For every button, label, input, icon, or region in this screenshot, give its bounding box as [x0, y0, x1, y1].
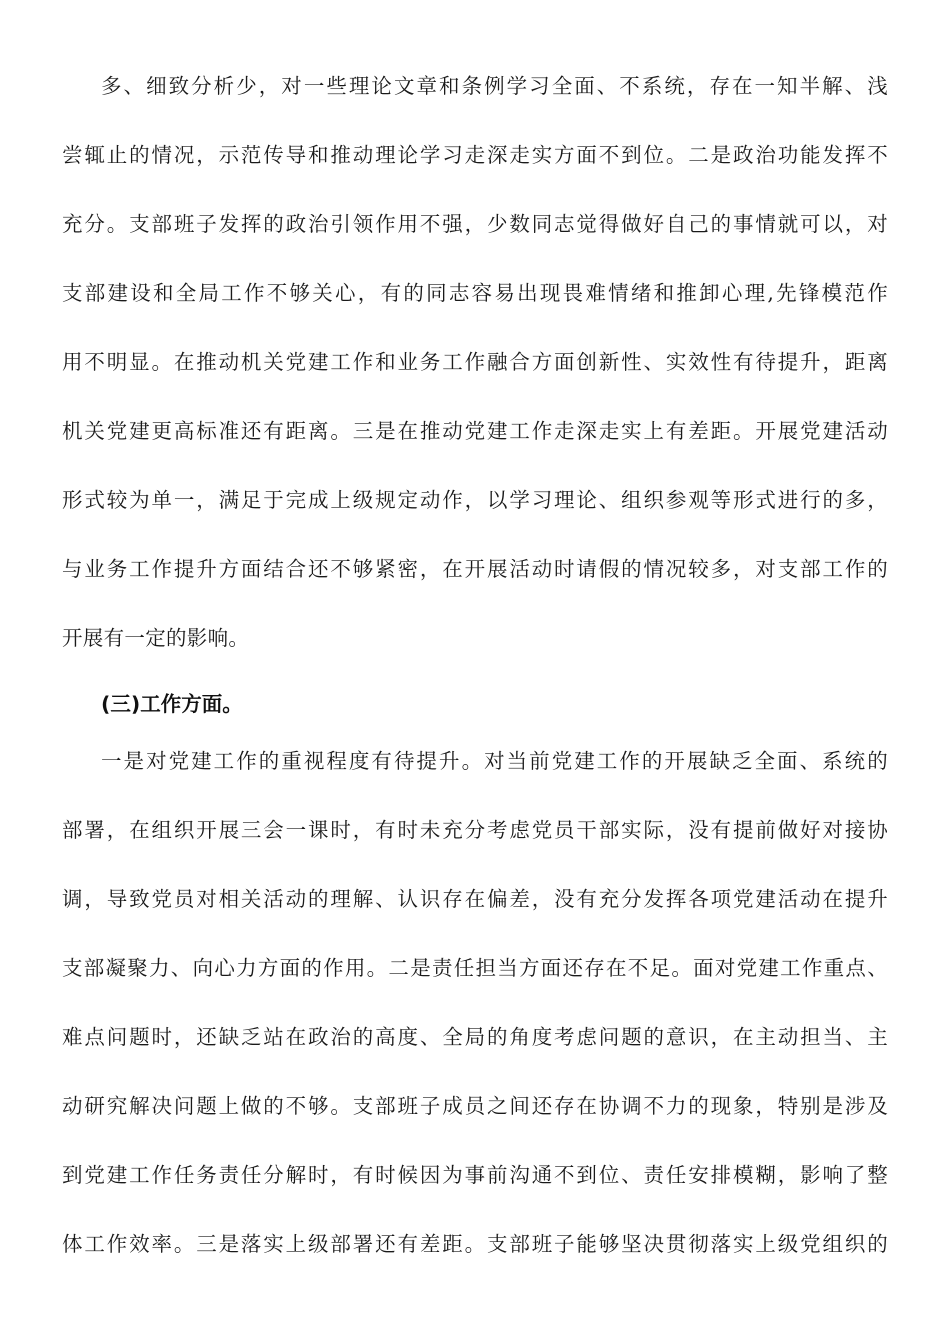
paragraph-line: 与业务工作提升方面结合还不够紧密，在开展活动时请假的情况较多，对支部工作的: [62, 557, 888, 581]
paragraph-line: 尝辄止的情况，示范传导和推动理论学习走深走实方面不到位。二是政治功能发挥不: [62, 143, 888, 167]
paragraph-line: 机关党建更高标准还有距离。三是在推动党建工作走深走实上有差距。开展党建活动: [62, 419, 888, 443]
paragraph-line: 支部建设和全局工作不够关心，有的同志容易出现畏难情绪和推卸心理,先锋模范作: [62, 281, 888, 305]
paragraph-line: 形式较为单一，满足于完成上级规定动作，以学习理论、组织参观等形式进行的多，: [62, 488, 888, 512]
paragraph-line: 一是对党建工作的重视程度有待提升。对当前党建工作的开展缺乏全面、系统的: [101, 749, 888, 773]
paragraph-line: 到党建工作任务责任分解时，有时候因为事前沟通不到位、责任安排模糊，影响了整: [62, 1163, 888, 1187]
section-heading: (三)工作方面。: [101, 692, 243, 716]
paragraph-line: 动研究解决问题上做的不够。支部班子成员之间还存在协调不力的现象，特别是涉及: [62, 1094, 888, 1118]
paragraph-line: 多、细致分析少，对一些理论文章和条例学习全面、不系统，存在一知半解、浅: [101, 74, 888, 98]
paragraph-line: 难点问题时，还缺乏站在政治的高度、全局的角度考虑问题的意识，在主动担当、主: [62, 1025, 888, 1049]
paragraph-line: 部署，在组织开展三会一课时，有时未充分考虑党员干部实际，没有提前做好对接协: [62, 818, 888, 842]
paragraph-line: 支部凝聚力、向心力方面的作用。二是责任担当方面还存在不足。面对党建工作重点、: [62, 956, 888, 980]
paragraph-line: 充分。支部班子发挥的政治引领作用不强，少数同志觉得做好自己的事情就可以，对: [62, 212, 888, 236]
paragraph-line: 调，导致党员对相关活动的理解、认识存在偏差，没有充分发挥各项党建活动在提升: [62, 887, 888, 911]
paragraph-line: 用不明显。在推动机关党建工作和业务工作融合方面创新性、实效性有待提升，距离: [62, 350, 888, 374]
paragraph-line: 体工作效率。三是落实上级部署还有差距。支部班子能够坚决贯彻落实上级党组织的: [62, 1232, 888, 1256]
paragraph-line: 开展有一定的影响。: [62, 626, 250, 650]
